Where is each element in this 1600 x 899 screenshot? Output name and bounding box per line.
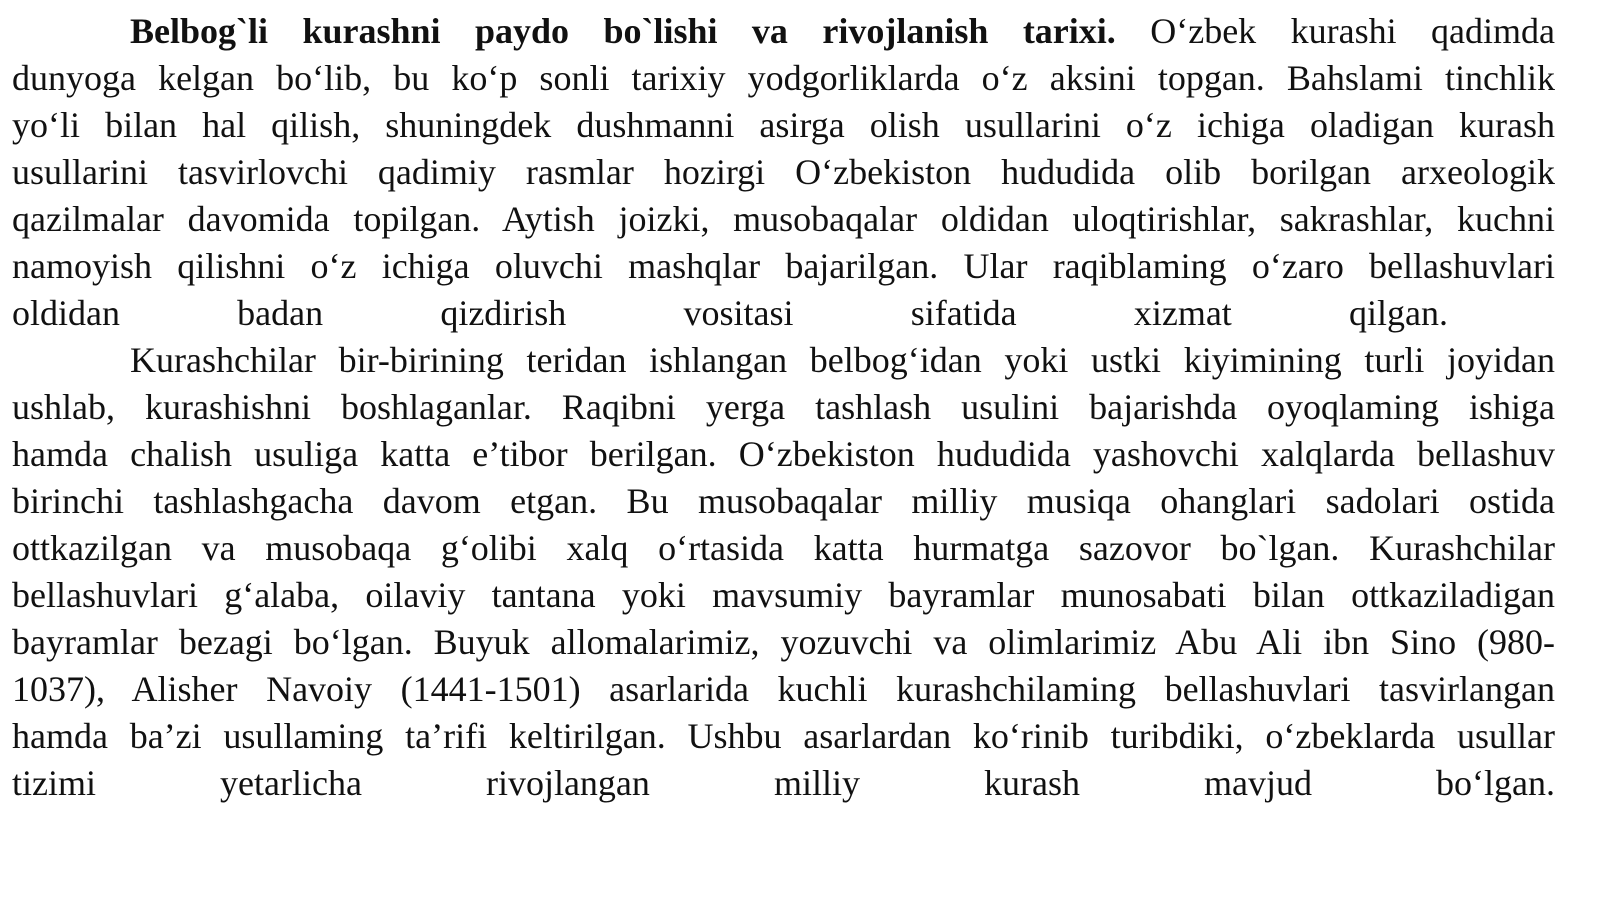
paragraph-1-line: yo‘li bilan hal qilish, shuningdek dushmanni asirga olish usullarini o‘z ichiga oladigan kurash <box>12 105 1555 145</box>
paragraph-1-last-line: oldidan badan qizdirish vositasi sifatida xizmat qilgan. <box>12 293 1448 333</box>
paragraph-1-line: dunyoga kelgan bo‘lib, bu ko‘p sonli tarixiy yodgorliklarda o‘z aksini topgan. Bahslami tinchlik <box>12 58 1555 98</box>
paragraph-1-line: namoyish qilishni o‘z ichiga oluvchi mashqlar bajarilgan. Ular raqiblaming o‘zaro bellashuvlari <box>12 246 1555 286</box>
paragraph-2-line: bellashuvlari g‘alaba, oilaviy tantana yoki mavsumiy bayramlar munosabati bilan ottkaziladigan <box>12 575 1555 615</box>
paragraph-2-line: ushlab, kurashishni boshlaganlar. Raqibni yerga tashlash usulini bajarishda oyoqlaming ishiga <box>12 387 1555 427</box>
paragraph-1-line: qazilmalar davomida topilgan. Aytish joizki, musobaqalar oldidan uloqtirishlar, sakrashlar, kuchni <box>12 199 1555 239</box>
document-page <box>12 8 1555 807</box>
section-heading: Belbog`li kurashni paydo bo`lishi va rivojlanish tarixi. <box>130 11 1116 51</box>
paragraph-2-line: ottkazilgan va musobaqa g‘olibi xalq o‘rtasida katta hurmatga sazovor bo`lgan. Kurashchilar <box>12 528 1555 568</box>
paragraph-2-line: Kurashchilar bir-birining teridan ishlangan belbog‘idan yoki ustki kiyimining turli joyidan <box>130 340 1555 380</box>
paragraph-2-line: hamda chalish usuliga katta e’tibor berilgan. O‘zbekiston hududida yashovchi xalqlarda bellashuv <box>12 434 1555 474</box>
paragraph-2-line: 1037), Alisher Navoiy (1441-1501) asarlarida kuchli kurashchilaming bellashuvlari tasvirlangan <box>12 669 1555 709</box>
paragraph-2-last-line: tizimi yetarlicha rivojlangan milliy kurash mavjud bo‘lgan. <box>12 763 1555 803</box>
paragraph-2-line: bayramlar bezagi bo‘lgan. Buyuk allomalarimiz, yozuvchi va olimlarimiz Abu Ali ibn Sino (980- <box>12 622 1555 662</box>
paragraph-1-line: usullarini tasvirlovchi qadimiy rasmlar hozirgi O‘zbekiston hududida olib borilgan arxeologik <box>12 152 1555 192</box>
paragraph-1-text-start: O‘zbek kurashi qadimda <box>1115 11 1555 51</box>
paragraph-1-line-1 <box>12 8 1555 55</box>
paragraph-2-line: hamda ba’zi usullaming ta’rifi keltirilgan. Ushbu asarlardan ko‘rinib turibdiki, o‘zbeklarda usullar <box>12 716 1555 756</box>
paragraph-2-line: birinchi tashlashgacha davom etgan. Bu musobaqalar milliy musiqa ohanglari sadolari ostida <box>12 481 1555 521</box>
